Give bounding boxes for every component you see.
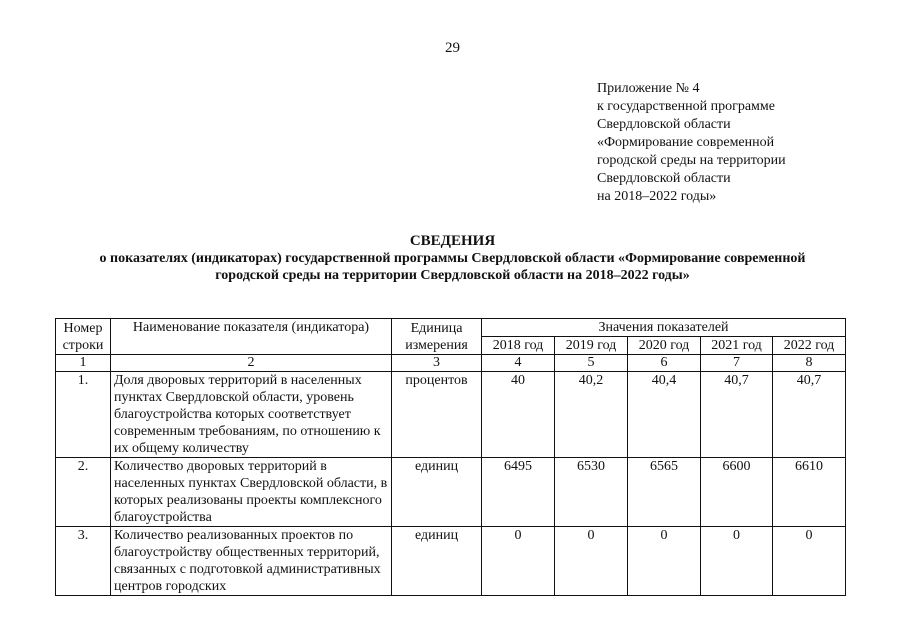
header-year: 2020 год	[628, 337, 701, 355]
indicator-value: 0	[773, 527, 846, 596]
appendix-note	[597, 80, 786, 206]
indicator-unit: единиц	[392, 458, 482, 527]
column-number: 2	[111, 355, 392, 372]
appendix-line: на 2018–2022 годы»	[597, 189, 717, 204]
indicator-name: Количество дворовых территорий в населенных пунктах Свердловской области, в которых реализованы проекты комплексного благоустройства	[111, 458, 392, 527]
header-row	[56, 319, 846, 337]
column-number: 3	[392, 355, 482, 372]
indicator-value: 40,4	[628, 372, 701, 458]
indicator-value: 6610	[773, 458, 846, 527]
indicator-value: 0	[555, 527, 628, 596]
indicator-unit: процентов	[392, 372, 482, 458]
title-line: о показателях (индикаторах) государственной программы Свердловской области «Формирование современной	[99, 251, 806, 266]
header-values-group: Значения показателей	[482, 319, 846, 337]
row-number: 2.	[56, 458, 111, 527]
row-number: 3.	[56, 527, 111, 596]
indicator-value: 6530	[555, 458, 628, 527]
table-row	[56, 527, 846, 596]
appendix-line: городской среды на территории	[597, 153, 786, 168]
appendix-line: Свердловской области	[597, 171, 731, 186]
title-line: городской среды на территории Свердловской области на 2018–2022 годы»	[215, 268, 690, 283]
indicator-value: 6565	[628, 458, 701, 527]
page-number: 29	[445, 40, 460, 56]
column-number: 4	[482, 355, 555, 372]
indicator-value: 0	[482, 527, 555, 596]
indicator-value: 40	[482, 372, 555, 458]
document-title	[40, 233, 865, 284]
appendix-line: Свердловской области	[597, 117, 731, 132]
header-year: 2019 год	[555, 337, 628, 355]
indicator-name: Количество реализованных проектов по благоустройству общественных территорий, связанных с подготовкой административных центров городских	[111, 527, 392, 596]
table-row	[56, 372, 846, 458]
indicator-name: Доля дворовых территорий в населенных пунктах Свердловской области, уровень благоустройства которых соответствует современным требованиям, по отношению к их общему количеству	[111, 372, 392, 458]
table-row	[56, 458, 846, 527]
indicator-unit: единиц	[392, 527, 482, 596]
header-indicator-name: Наименование показателя (индикатора)	[111, 319, 392, 355]
indicator-value: 40,7	[701, 372, 773, 458]
column-number: 8	[773, 355, 846, 372]
column-number: 6	[628, 355, 701, 372]
indicator-value: 40,7	[773, 372, 846, 458]
indicator-value: 40,2	[555, 372, 628, 458]
indicators-table	[55, 318, 846, 596]
indicator-value: 6495	[482, 458, 555, 527]
column-number: 1	[56, 355, 111, 372]
header-unit: Единица измерения	[392, 319, 482, 355]
column-number: 7	[701, 355, 773, 372]
indicator-value: 6600	[701, 458, 773, 527]
header-row-number: Номер строки	[56, 319, 111, 355]
header-year: 2022 год	[773, 337, 846, 355]
title-heading: СВЕДЕНИЯ	[409, 233, 496, 249]
column-number: 5	[555, 355, 628, 372]
header-year: 2021 год	[701, 337, 773, 355]
appendix-line: «Формирование современной	[597, 135, 775, 150]
row-number: 1.	[56, 372, 111, 458]
column-number-row	[56, 355, 846, 372]
appendix-line: к государственной программе	[597, 99, 775, 114]
header-year: 2018 год	[482, 337, 555, 355]
indicator-value: 0	[628, 527, 701, 596]
indicator-value: 0	[701, 527, 773, 596]
appendix-line: Приложение № 4	[597, 81, 700, 96]
